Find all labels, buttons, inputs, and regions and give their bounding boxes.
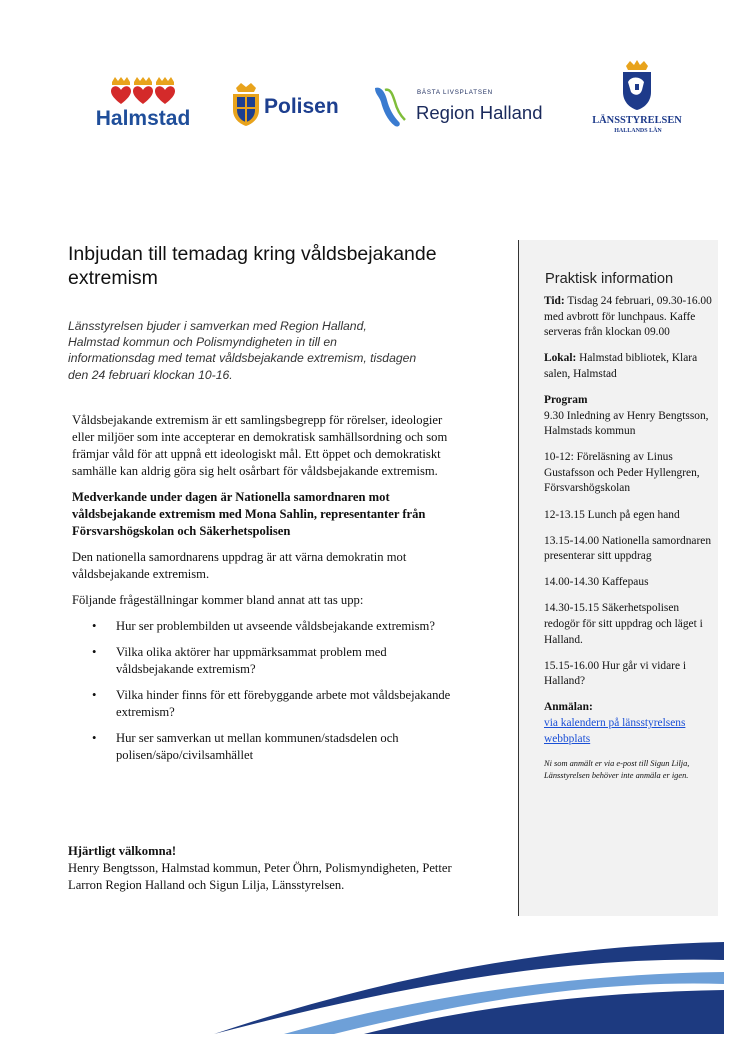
decorative-swoosh [214,942,724,1034]
time-value: Tisdag 24 februari, 09.30-16.00 med avbrott för lunchpaus. Kaffe serveras från klockan 09.00 [544,295,712,339]
location-info [544,351,712,382]
lead-paragraph: Länsstyrelsen bjuder i samverkan med Region Halland, Halmstad kommun och Polismyndigheten in till en informationsdag med temat våldsbejakande extremism, tisdagen den 24 februari klockan 10-16. [68,319,417,382]
lansstyrelsen-subtitle: HALLANDS LÄN [614,128,662,134]
list-item [72,644,466,678]
list-item [72,730,466,764]
police-emblem-icon [233,83,259,126]
location-label: Lokal: [544,352,577,365]
halmstad-wordmark: Halmstad [95,107,191,130]
region-halland-wordmark: Region Halland [416,102,543,123]
polisen-logo [228,80,358,128]
program-item: 10-12: Föreläsning av Linus Gustafsson och Peder Hyllengren, Försvarshögskolan [544,451,700,495]
bullet-icon: • [92,619,97,633]
program-info [544,393,712,440]
time-info [544,294,712,341]
program-item: 12-13.15 Lunch på egen hand [544,508,680,521]
program-item: 14.00-14.30 Kaffepaus [544,576,649,589]
question-text: Hur ser samverkan ut mellan kommunen/stadsdelen och polisen/säpo/civilsamhället [116,731,399,762]
list-item [72,687,466,721]
polisen-wordmark: Polisen [264,95,339,118]
lansstyrelsen-logo [592,60,682,142]
location-value: Halmstad bibliotek, Klara salen, Halmstad [544,352,698,380]
sidebar-title: Praktisk information [545,271,674,287]
question-text: Vilka hinder finns för ett förebyggande arbete mot våldsbejakande extremism? [116,688,451,719]
questions-intro: Följande frågeställningar kommer bland annat att tas upp: [72,593,364,607]
greeting: Hjärtligt välkomna! [68,844,177,858]
heart-icon [111,86,175,104]
intro-paragraph: Våldsbejakande extremism är ett samlingsbegrepp för rörelser, ideologier eller miljöer som inte accepterar en demokratisk samhällsordning och som främjar våld för att uppnå ett ideologiskt mål. Ett öppet och demokratiskt samhälle kan aldrig göra sig helt osårbart för våldsbejakande extremism. [72,413,448,478]
mission-paragraph: Den nationella samordnarens uppdrag är att värna demokratin mot våldsbejakande extremism. [72,550,407,581]
program-item: 14.30-15.15 Säkerhetspolisen redogör för sitt uppdrag och läget i Halland. [544,602,703,646]
program-item: 9.30 Inledning av Henry Bengtsson, Halmstads kommun [544,409,709,438]
registration-note: Ni som anmält er via e-post till Sigun Lilja, Länsstyrelsen behöver inte anmäla er igen. [544,758,690,780]
closing [68,843,468,894]
lansstyrelsen-wordmark: LÄNSSTYRELSEN [592,115,682,126]
bullet-icon: • [92,731,97,745]
crown-icon [112,77,174,85]
organizer-names: Henry Bengtsson, Halmstad kommun, Peter Öhrn, Polismyndigheten, Petter Larron Region Halland och Sigun Lilja, Länsstyrelsen. [68,861,452,892]
practical-info-sidebar [518,240,718,916]
program-item: 13.15-14.00 Nationella samordnaren presenterar sitt uppdrag [544,534,712,563]
question-list [72,618,466,764]
list-item [72,618,466,635]
lansstyrelsen-coat-of-arms-icon [623,60,651,110]
region-halland-tagline: BÄSTA LIVSPLATSEN [417,89,493,96]
program-item: 15.15-16.00 Hur går vi vidare i Halland? [544,659,687,688]
question-text: Hur ser problembilden ut avseende våldsbejakande extremism? [116,619,435,633]
registration-label: Anmälan: [544,701,593,714]
program-label: Program [544,393,588,406]
registration-link[interactable]: via kalendern på länsstyrelsens webbplats [544,716,686,745]
bullet-icon: • [92,645,97,659]
page-title: Inbjudan till temadag kring våldsbejakande extremism [68,243,437,289]
participants-paragraph: Medverkande under dagen är Nationella samordnaren mot våldsbejakande extremism med Mona Sahlin, representanter från Försvarshögskolan och Säkerhetspolisen [72,490,426,538]
time-label: Tid: [544,295,565,307]
halmstad-logo [95,76,191,130]
sidebar-content [544,294,712,792]
registration-info [544,700,712,747]
region-halland-logo [373,82,553,128]
bullet-icon: • [92,688,97,702]
question-text: Vilka olika aktörer har uppmärksammat problem med våldsbejakande extremism? [116,645,387,676]
body-text [72,412,466,773]
